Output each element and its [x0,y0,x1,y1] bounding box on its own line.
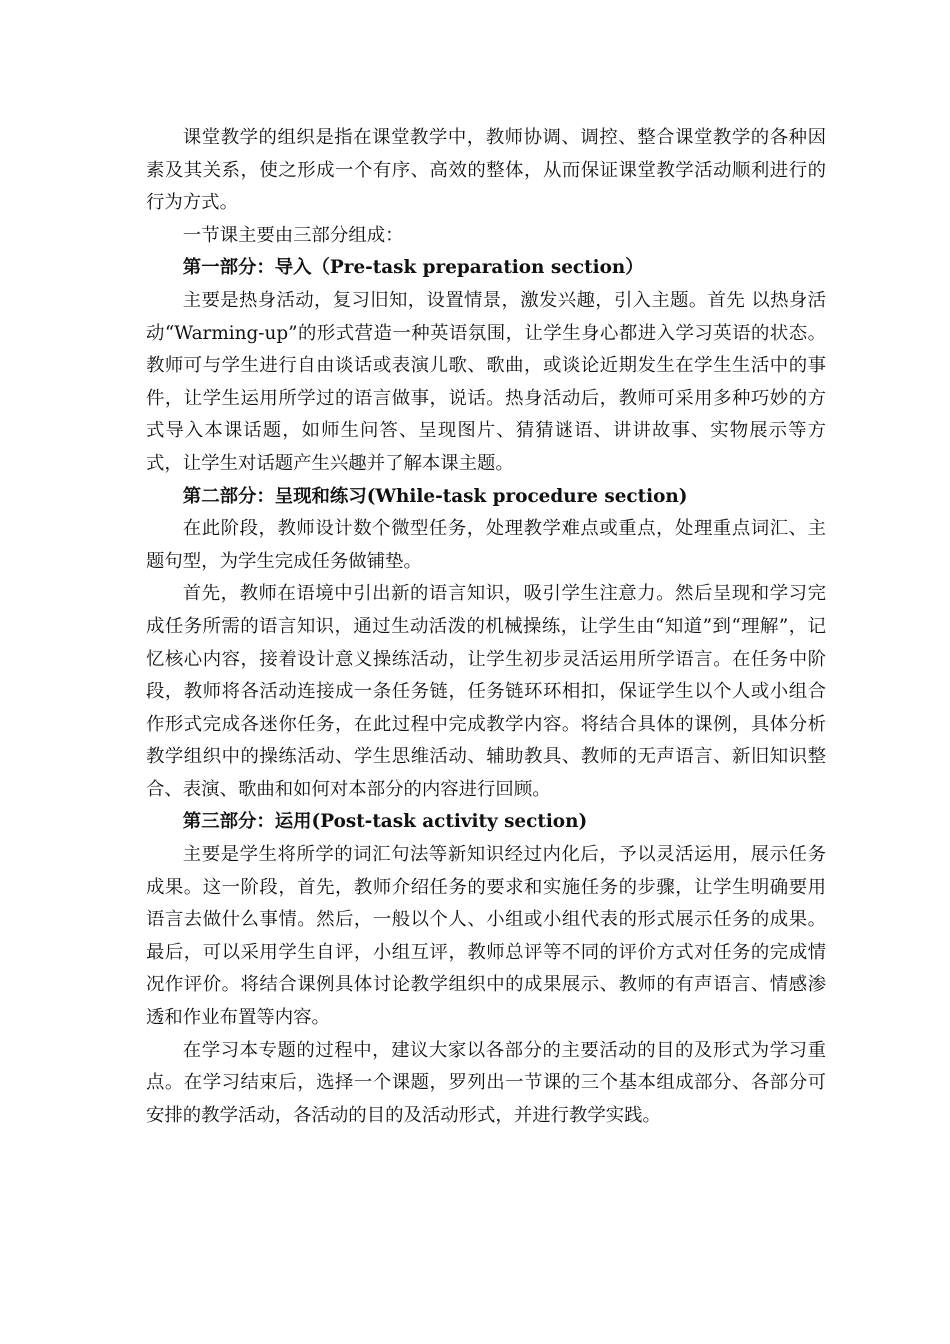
part-two-paragraph-2: 首先，教师在语境中引出新的语言知识，吸引学生注意力。然后呈现和学习完成任务所需的语言知识，通过生动活泼的机械操练，让学生由“知道”到“理解”，记忆核心内容，接着设计意义操练活动，让学生初步灵活运用所学语言。在任务中阶段，教师将各活动连接成一条任务链，任务链环环相扣，保证学生以个人或小组合作形式完成各迷你任务，在此过程中完成教学内容。将结合具体的课例，具体分析教学组织中的操练活动、学生思维活动、辅助教具、教师的无声语言、新旧知识整合、表演、歌曲和如何对本部分的内容进行回顾。 [146,583,826,800]
section-heading-part-one: 第一部分：导入（Pre-task preparation section） [182,257,644,279]
structure-intro-paragraph: 一节课主要由三部分组成： [182,224,404,246]
intro-paragraph: 课堂教学的组织是指在课堂教学中，教师协调、调控、整合课堂教学的各种因素及其关系，使之形成一个有序、高效的整体，从而保证课堂教学活动顺利进行的行为方式。 [146,127,826,214]
part-two-paragraph-1: 在此阶段，教师设计数个微型任务，处理教学难点或重点，处理重点词汇、主题句型，为学生完成任务做铺垫。 [146,518,826,572]
section-heading-part-two: 第二部分：呈现和练习(While-task procedure section) [182,485,688,507]
closing-paragraph: 在学习本专题的过程中，建议大家以各部分的主要活动的目的及形式为学习重点。在学习结束后，选择一个课题，罗列出一节课的三个基本组成部分、各部分可安排的教学活动，各活动的目的及活动形式，并进行教学实践。 [146,1039,826,1126]
document-page [146,122,826,1132]
section-heading-part-three: 第三部分：运用(Post-task activity section) [182,811,588,833]
part-three-paragraph: 主要是学生将所学的词汇句法等新知识经过内化后，予以灵活运用，展示任务成果。这一阶段，首先，教师介绍任务的要求和实施任务的步骤，让学生明确要用语言去做什么事情。然后，一般以个人、小组或小组代表的形式展示任务的成果。最后，可以采用学生自评，小组互评，教师总评等不同的评价方式对任务的完成情况作评价。将结合课例具体讨论教学组织中的成果展示、教师的有声语言、情感渗透和作业布置等内容。 [146,844,826,1029]
part-one-paragraph: 主要是热身活动，复习旧知，设置情景，激发兴趣，引入主题。首先 以热身活动“Warming-up”的形式营造一种英语氛围，让学生身心都进入学习英语的状态。教师可与学生进行自由谈话或表演儿歌、歌曲，或谈论近期发生在学生生活中的事件，让学生运用所学过的语言做事，说话。热身活动后，教师可采用多种巧妙的方式导入本课话题，如师生问答、呈现图片、猜猜谜语、讲讲故事、实物展示等方式，让学生对话题产生兴趣并了解本课主题。 [146,289,826,474]
